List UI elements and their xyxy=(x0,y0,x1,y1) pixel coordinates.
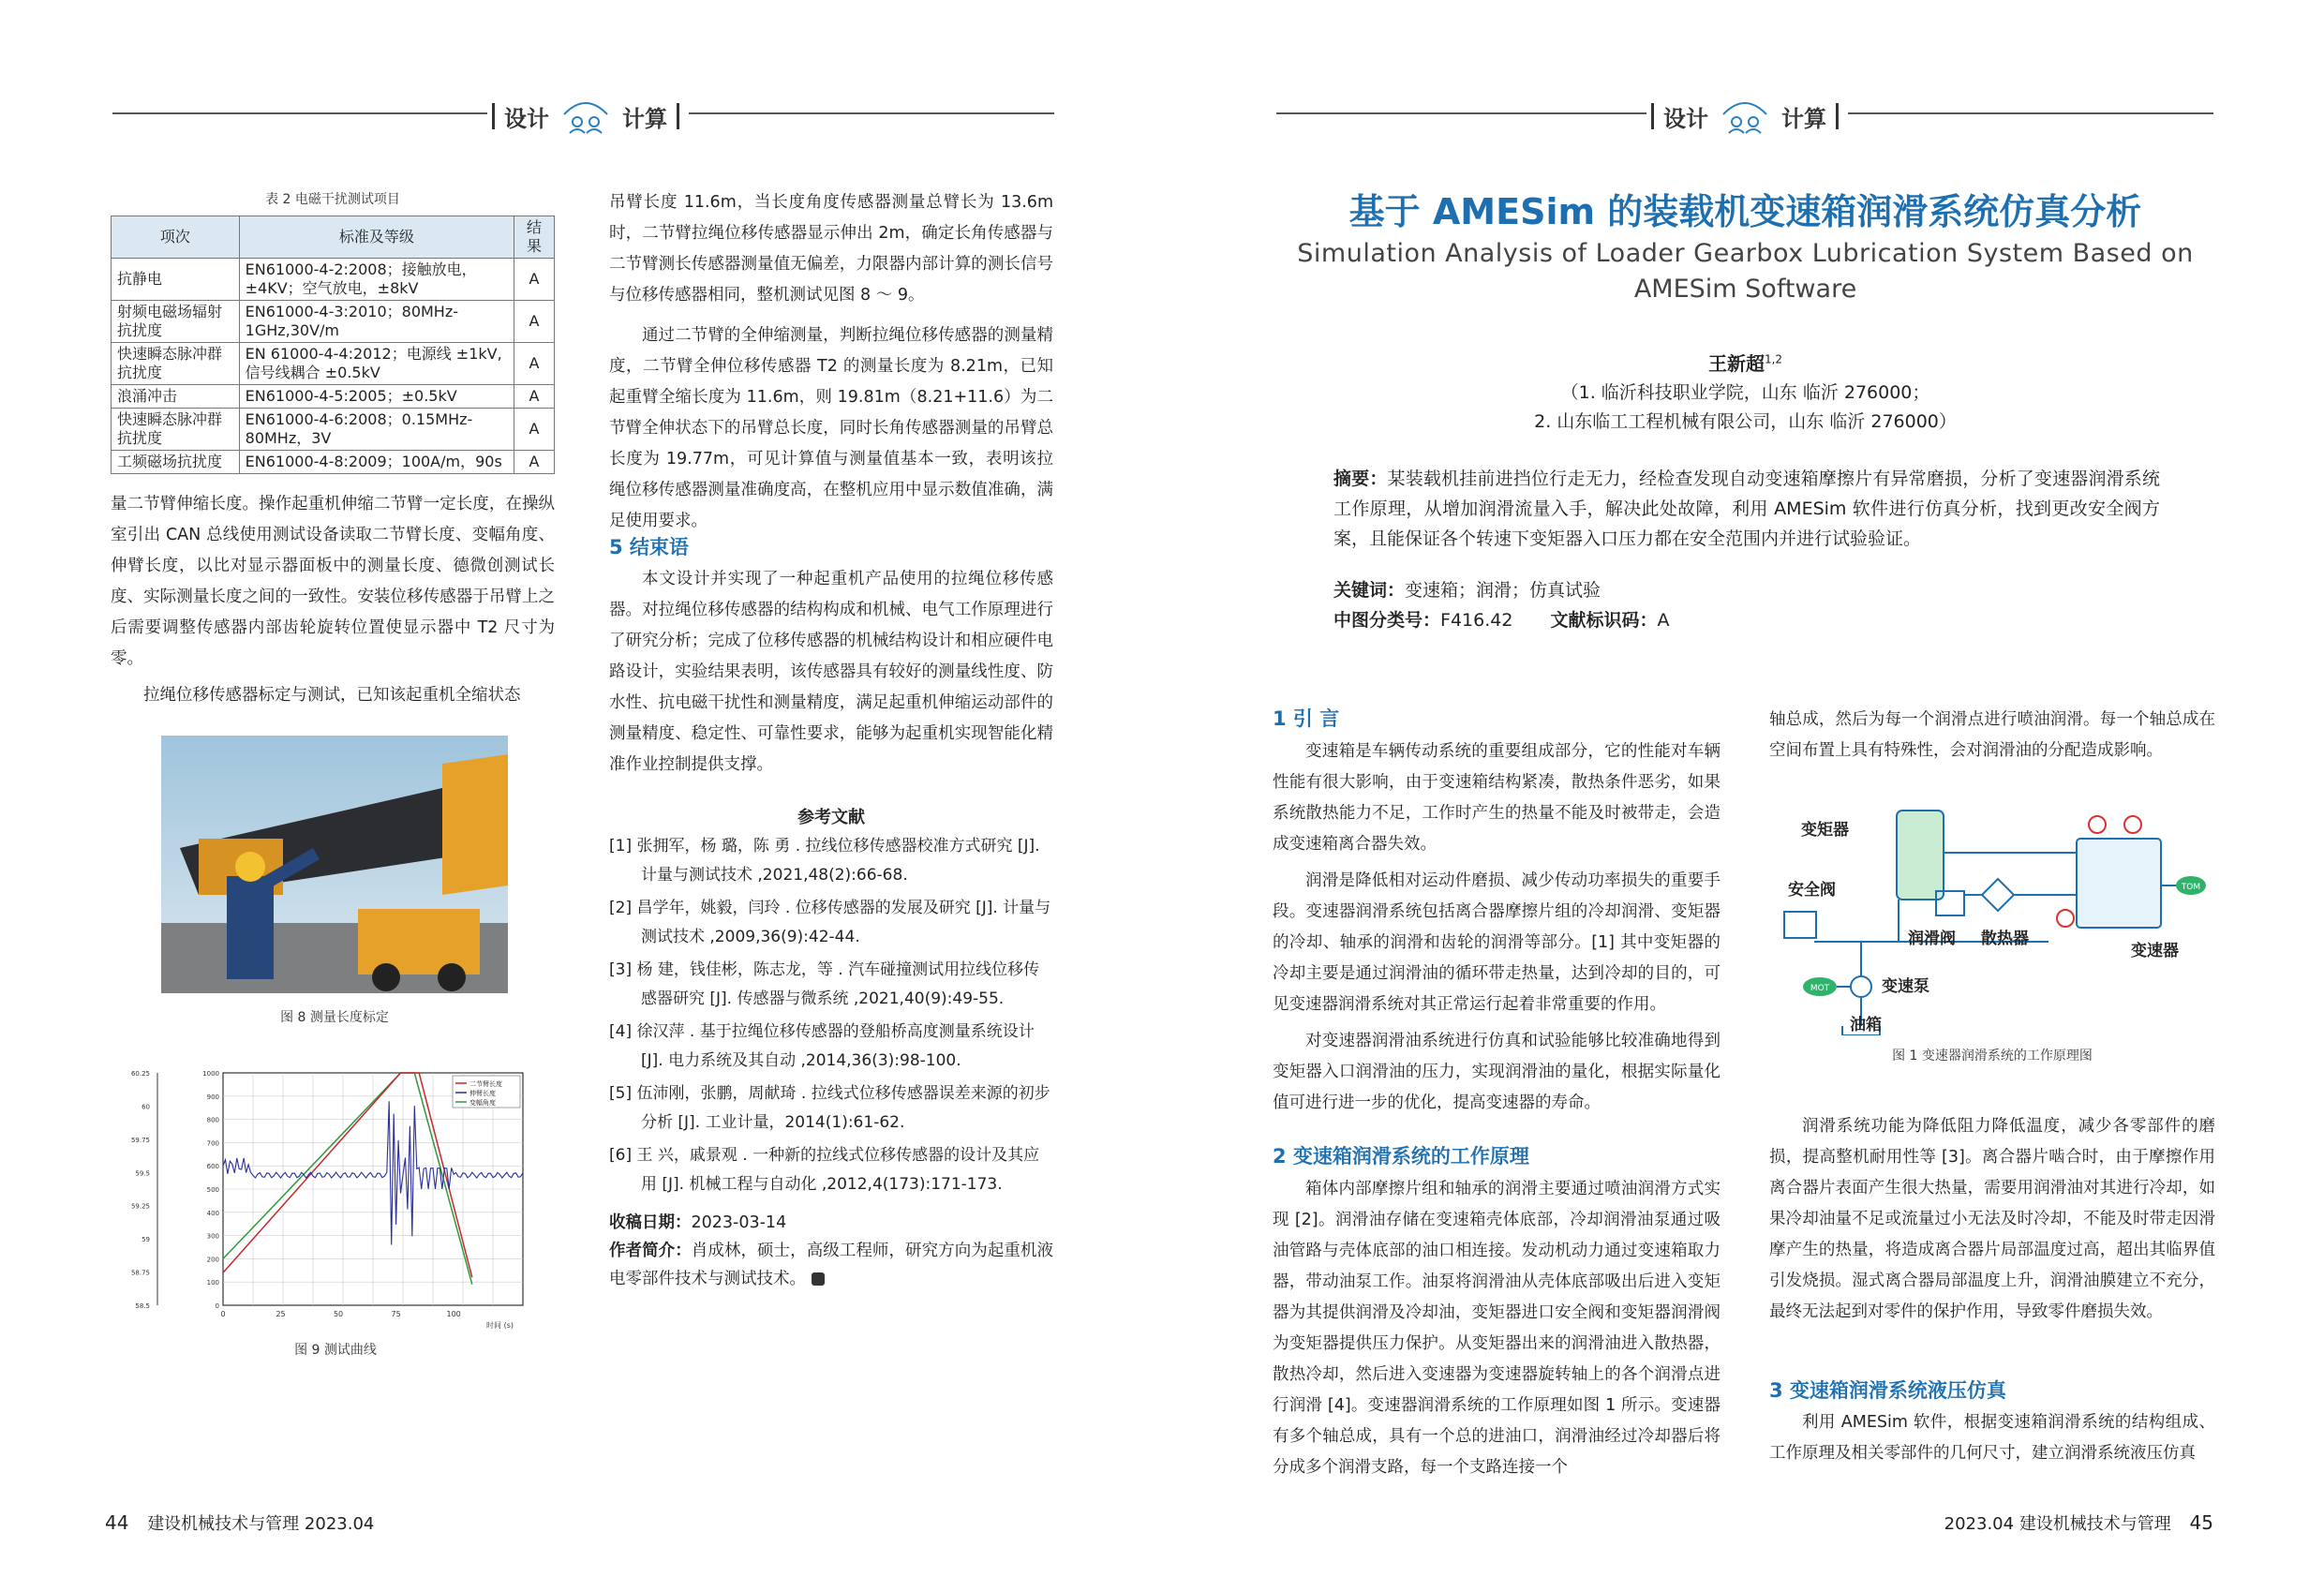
table-cell: 射频电磁场辐射抗扰度 xyxy=(112,301,240,343)
paragraph: 变速箱是车辆传动系统的重要组成部分，它的性能对车辆性能有很大影响，由于变速箱结构紧凑，散热条件恶劣，如果系统散热能力不足，工作时产生的热量不能及时被带走，会造成变速箱离合器失效。 xyxy=(1273,742,1721,854)
section-heading: 3 变速箱润滑系统液压仿真 xyxy=(1769,1379,2006,1402)
table-cell: A xyxy=(514,385,555,409)
reference-item: [2] 昌学年，姚毅，闫玲 . 位移传感器的发展及研究 [J]. 计量与测试技术 ,2009,36(9):42-44. xyxy=(609,899,1051,946)
received-date: 2023-03-14 xyxy=(691,1213,787,1232)
y-right-tick-label: 200 xyxy=(206,1256,219,1264)
y-right-tick-label: 300 xyxy=(206,1232,219,1241)
y-left-tick-label: 59.5 xyxy=(135,1169,150,1178)
table-row xyxy=(112,259,555,301)
reference-list xyxy=(609,832,1053,1203)
y-right-tick-label: 600 xyxy=(206,1163,219,1171)
header-bar xyxy=(1651,103,1654,129)
journal-name-left: 建设机械技术与管理 2023.04 xyxy=(147,1514,375,1534)
label-safety-valve: 安全阀 xyxy=(1788,881,1836,900)
table-row xyxy=(112,385,555,409)
abstract-text: 某装载机挂前进挡位行走无力，经检查发现自动变速箱摩擦片有异常磨损，分析了变速器润滑系统工作原理，从增加润滑流量入手，解决此处故障，利用 AMESim 软件进行仿真分析，找到更改安全阀方案，且能保证各个转速下变矩器入口压力都在安全范围内并进行试验验证。 xyxy=(1333,469,2160,549)
references-title: 参考文献 xyxy=(797,808,865,827)
x-tick-label: 75 xyxy=(391,1310,401,1318)
design-calc-icon xyxy=(1718,97,1772,135)
clc-label: 中图分类号： xyxy=(1333,610,1441,631)
legend-label: 变幅角度 xyxy=(469,1099,496,1107)
right-col-a-text xyxy=(1273,736,1721,1119)
gauge-icon xyxy=(2124,816,2141,833)
reference-item: [3] 杨 建，钱佳彬，陈志龙，等 . 汽车碰撞测试用拉线位移传感器研究 [J]. 传感器与微系统 ,2021,40(9):49-55. xyxy=(609,960,1040,1008)
table2-header-cell: 标准及等级 xyxy=(239,216,514,259)
x-tick-label: 50 xyxy=(333,1310,344,1318)
mid-col-text xyxy=(609,187,1053,537)
author-sup: 1,2 xyxy=(1764,352,1783,366)
design-calc-icon xyxy=(559,97,613,135)
crane-photo xyxy=(161,736,508,993)
received-label: 收稿日期： xyxy=(609,1213,692,1232)
y-left-tick-label: 58.5 xyxy=(135,1302,150,1310)
fig8-caption: 图 8 测量长度标定 xyxy=(280,1010,389,1025)
y-right-tick-label: 500 xyxy=(206,1186,219,1194)
keywords: 变速箱；润滑；仿真试验 xyxy=(1405,580,1601,601)
table-cell: EN61000-4-8:2009；100A/m，90s xyxy=(239,451,514,474)
author-bio: 肖成林，硕士，高级工程师，研究方向为起重机液电零部件技术与测试技术。 xyxy=(609,1242,1054,1288)
torque-converter-shape xyxy=(1897,811,1944,900)
x-tick-label: 0 xyxy=(220,1310,226,1318)
table-cell: 抗静电 xyxy=(112,259,240,301)
table2-header-cell: 项次 xyxy=(112,216,240,259)
lubrication-schematic xyxy=(1767,801,2217,1035)
journal-name-right: 2023.04 建设机械技术与管理 xyxy=(1944,1514,2171,1534)
gauge-icon xyxy=(2089,816,2106,833)
tom-label: TOM xyxy=(2181,883,2201,892)
radiator-shape xyxy=(1982,879,2014,911)
section-heading: 5 结束语 xyxy=(609,536,689,558)
table2-header-cell: 结果 xyxy=(514,216,555,259)
author-label: 作者简介： xyxy=(609,1242,692,1260)
table-cell: A xyxy=(514,409,555,451)
header-logo-left xyxy=(492,97,679,135)
section-heading: 2 变速箱润滑系统的工作原理 xyxy=(1273,1145,1529,1168)
table2-caption: 表 2 电磁干扰测试项目 xyxy=(265,192,400,207)
left-col-text xyxy=(111,489,555,711)
label-lube-valve: 润滑阀 xyxy=(1908,930,1956,948)
header-word-calc: 计算 xyxy=(1781,105,1826,132)
right-col-b-text xyxy=(1769,1407,2215,1469)
article-title-en-1: Simulation Analysis of Loader Gearbox Lubrication System Based on xyxy=(1297,239,2194,268)
paragraph: 本文设计并实现了一种起重机产品使用的拉绳位移传感器。对拉绳位移传感器的结构构成和机械、电气工作原理进行了研究分析；完成了位移传感器的机械结构设计和相应硬件电路设计，实验结果表明，该传感器具有较好的测量线性度、防水性、抗电磁干扰性和测量精度，满足起重机伸缩运动部件的测量精度、稳定性、可靠性要求，能够为起重机实现智能化精准作业控制提供支撑。 xyxy=(609,570,1053,774)
motor-label: MOT xyxy=(1810,984,1830,993)
table-row xyxy=(112,451,555,474)
doc-code-label: 文献标识码： xyxy=(1550,610,1658,631)
y-right-tick-label: 100 xyxy=(206,1279,219,1287)
affiliation-2: 2. 山东临工工程机械有限公司，山东 临沂 276000） xyxy=(1534,411,1957,432)
article-title-cn: 基于 AMESim 的装载机变速箱润滑系统仿真分析 xyxy=(1348,191,2142,232)
fig1-caption: 图 1 变速器润滑系统的工作原理图 xyxy=(1892,1049,2093,1064)
footer-left xyxy=(105,1510,374,1535)
y-left-tick-label: 59.25 xyxy=(130,1202,150,1211)
paragraph: 通过二节臂的全伸缩测量，判断拉绳位移传感器的测量精度，二节臂全伸位移传感器 T2 的测量长度为 8.21m，已知起重臂全缩长度为 11.6m，则 19.81m（8.21+11.6）为二节臂全伸状态下的吊臂总长度，同时长角传感器测量的吊臂总长度为 19.77m，可见计算值与测量值基本一致，表明该拉绳位移传感器测量准确度高，在整机应用中显示数值准确，满足使用要求。 xyxy=(609,326,1053,530)
x-axis-label: 时间 (s) xyxy=(486,1321,514,1330)
table-cell: EN 61000-4-4:2012；电源线 ±1kV,信号线耦合 ±0.5kV xyxy=(239,343,514,385)
end-mark-icon xyxy=(812,1272,825,1286)
safety-valve-shape xyxy=(1784,912,1816,938)
label-radiator: 散热器 xyxy=(1981,930,2029,948)
y-left-tick-label: 60.25 xyxy=(130,1070,150,1078)
header-bar xyxy=(492,103,495,129)
y-left-tick-label: 59 xyxy=(142,1236,150,1244)
table2-header-row xyxy=(112,216,555,259)
y-right-tick-label: 0 xyxy=(215,1302,219,1310)
table-cell: A xyxy=(514,451,555,474)
table-cell: EN61000-4-6:2008；0.15MHz-80MHz，3V xyxy=(239,409,514,451)
label-torque-converter: 变矩器 xyxy=(1801,821,1849,840)
footer-right xyxy=(1944,1510,2213,1535)
table-cell: 浪涌冲击 xyxy=(112,385,240,409)
article-title-en-2: AMESim Software xyxy=(1633,275,1857,304)
table-cell: 工频磁场抗扰度 xyxy=(112,451,240,474)
fig9-caption: 图 9 测试曲线 xyxy=(294,1343,377,1358)
y-right-tick-label: 1000 xyxy=(202,1070,219,1078)
reference-item: [5] 伍沛刚，张鹏，周献琦 . 拉线式位移传感器误差来源的初步分析 [J]. 工业计量，2014(1):61-62. xyxy=(609,1084,1050,1132)
author-name: 王新超 xyxy=(1707,352,1765,375)
paragraph: 润滑系统功能为降低阻力降低温度，减少各零部件的磨损，提高整机耐用性等 [3]。离合器片啮合时，由于摩擦作用离合器片表面产生很大热量，需要用润滑油对其进行冷却，如果冷却油量不足或流量过小无法及时冷却，不能及时带走因滑摩产生的热量，将造成离合器片局部温度过高，超出其临界值引发烧损。湿式离合器局部温度上升，润滑油膜建立不充分，最终无法起到对零件的保护作用，导致零件磨损失效。 xyxy=(1769,1117,2215,1321)
table-cell: 快速瞬态脉冲群抗扰度 xyxy=(112,343,240,385)
table-cell: EN61000-4-3:2010；80MHz-1GHz,30V/m xyxy=(239,301,514,343)
right-col-b-text xyxy=(1769,1111,2215,1328)
test-curve-chart xyxy=(129,1064,542,1331)
page-number-right: 45 xyxy=(2189,1511,2213,1534)
y-right-tick-label: 700 xyxy=(206,1139,219,1148)
right-col-b-text xyxy=(1769,705,2215,766)
y-left-tick-label: 59.75 xyxy=(130,1136,150,1144)
table2 xyxy=(111,216,555,474)
table-cell: A xyxy=(514,343,555,385)
paragraph: 润滑是降低相对运动件磨损、减少传动功率损失的重要手段。变速器润滑系统包括离合器摩擦片组的冷却润滑、变矩器的冷却、轴承的润滑和齿轮的润滑等部分。[1] 其中变矩器的冷却主要是通过润滑油的循环带走热量，达到冷却的目的，可见变速器润滑系统对其正常运行起着非常重要的作用。 xyxy=(1273,871,1721,1014)
legend-label: 伸臂长度 xyxy=(469,1090,496,1097)
label-tank: 油箱 xyxy=(1850,1016,1882,1034)
header-word-calc: 计算 xyxy=(622,105,667,132)
y-right-tick-label: 800 xyxy=(206,1116,219,1124)
reference-item: [6] 王 兴，戚景观 . 一种新的拉线式位移传感器的设计及其应用 [J]. 机械工程与自动化 ,2012,4(173):171-173. xyxy=(609,1146,1040,1194)
y-left-tick-label: 58.75 xyxy=(130,1269,150,1277)
affiliations xyxy=(1274,379,2216,437)
y-right-tick-label: 400 xyxy=(206,1209,219,1217)
abstract-label: 摘要： xyxy=(1333,469,1388,489)
legend-label: 二节臂长度 xyxy=(469,1080,502,1088)
keywords-block xyxy=(1333,575,2160,635)
abstract xyxy=(1333,464,2160,554)
keywords-label: 关键词： xyxy=(1333,580,1406,601)
header-logo-right xyxy=(1651,97,1839,135)
x-tick-label: 25 xyxy=(276,1310,286,1318)
table-cell: A xyxy=(514,301,555,343)
header-rule-right-b xyxy=(1848,112,2213,114)
label-pump: 变速泵 xyxy=(1882,977,1929,996)
header-word-design: 设计 xyxy=(1663,105,1708,132)
table-cell: EN61000-4-5:2005；±0.5kV xyxy=(239,385,514,409)
article-notes xyxy=(609,1209,1053,1293)
table-cell: 快速瞬态脉冲群抗扰度 xyxy=(112,409,240,451)
paragraph: 吊臂长度 11.6m，当长度角度传感器测量总臂长为 13.6m 时，二节臂拉绳位移传感器显示伸出 2m，确定长角传感器与二节臂测长传感器测量值无偏差，力限器内部计算的测长信号与位移传感器相同，整机测试见图 8 ～ 9。 xyxy=(609,193,1053,305)
header-rule-right-a xyxy=(1276,112,1646,114)
doc-code: A xyxy=(1657,610,1670,631)
pump-shape xyxy=(1851,976,1871,997)
paragraph: 利用 AMESim 软件，根据变速箱润滑系统的结构组成、工作原理及相关零部件的几何尺寸，建立润滑系统液压仿真 xyxy=(1769,1413,2215,1463)
gauge-icon xyxy=(2057,910,2074,927)
clc-number: F416.42 xyxy=(1440,610,1513,631)
paragraph: 拉绳位移传感器标定与测试，已知该起重机全缩状态 xyxy=(143,686,521,705)
reference-item: [4] 徐汉萍 . 基于拉绳位移传感器的登船桥高度测量系统设计 [J]. 电力系统及其自动 ,2014,36(3):98-100. xyxy=(609,1022,1035,1070)
header-rule-left-b xyxy=(689,112,1054,114)
table-cell: EN61000-4-2:2008；接触放电，±4KV；空气放电，±8kV xyxy=(239,259,514,301)
header-bar xyxy=(1836,103,1839,129)
y-left-tick-label: 60 xyxy=(142,1103,150,1111)
section-heading: 1 引 言 xyxy=(1273,707,1340,730)
paragraph: 箱体内部摩擦片组和轴承的润滑主要通过喷油润滑方式实现 [2]。润滑油存储在变速箱壳体底部，冷却润滑油泵通过吸油管路与壳体底部的油口相连接。发动机动力通过变速箱取力器，带动油泵工作。油泵将润滑油从壳体底部吸出后进入变矩器为其提供润滑及冷却油，变矩器进口安全阀和变矩器润滑阀为变矩器提供压力保护。从变矩器出来的润滑油进入散热器，散热冷却，然后进入变速器为变速器旋转轴上的各个润滑点进行润滑 [4]。变速器润滑系统的工作原理如图 1 所示。变速器有多个轴总成，具有一个总的进油口，润滑油经过冷却器后将分成多个润滑支路，每一个支路连接一个 xyxy=(1273,1180,1721,1477)
header-rule-left-a xyxy=(112,112,487,114)
table-row xyxy=(112,301,555,343)
table-row xyxy=(112,409,555,451)
label-gearbox: 变速器 xyxy=(2131,942,2179,960)
right-col-a-text xyxy=(1273,1174,1721,1483)
paragraph: 量二节臂伸缩长度。操作起重机伸缩二节臂一定长度，在操纵室引出 CAN 总线使用测试设备读取二节臂长度、变幅角度、伸臂长度，以比对显示器面板中的测量长度、德微创测试长度、实际测量长度之间的一致性。安装位移传感器于吊臂上之后需要调整传感器内部齿轮旋转位置使显示器中 T2 尺寸为零。 xyxy=(111,495,555,668)
header-word-design: 设计 xyxy=(504,105,549,132)
table-row xyxy=(112,343,555,385)
reference-item: [1] 张拥军，杨 璐，陈 勇 . 拉线位移传感器校准方式研究 [J]. 计量与测试技术 ,2021,48(2):66-68. xyxy=(609,837,1040,885)
paragraph: 轴总成，然后为每一个润滑点进行喷油润滑。每一个轴总成在空间布置上具有特殊性，会对润滑油的分配造成影响。 xyxy=(1769,710,2215,760)
table-cell: A xyxy=(514,259,555,301)
x-tick-label: 100 xyxy=(446,1310,461,1318)
mid-col-text xyxy=(609,564,1053,781)
y-right-tick-label: 900 xyxy=(206,1093,219,1101)
page-number-left: 44 xyxy=(105,1511,129,1534)
author-line xyxy=(1274,349,2216,376)
gearbox-shape xyxy=(2077,839,2161,928)
affiliation-1: （1. 临沂科技职业学院，山东 临沂 276000； xyxy=(1560,382,1930,403)
header-bar xyxy=(677,103,679,129)
paragraph: 对变速器润滑油系统进行仿真和试验能够比较准确地得到变矩器入口润滑油的压力，实现润滑油的量化，根据实际量化值可进行进一步的优化，提高变速器的寿命。 xyxy=(1273,1032,1721,1112)
